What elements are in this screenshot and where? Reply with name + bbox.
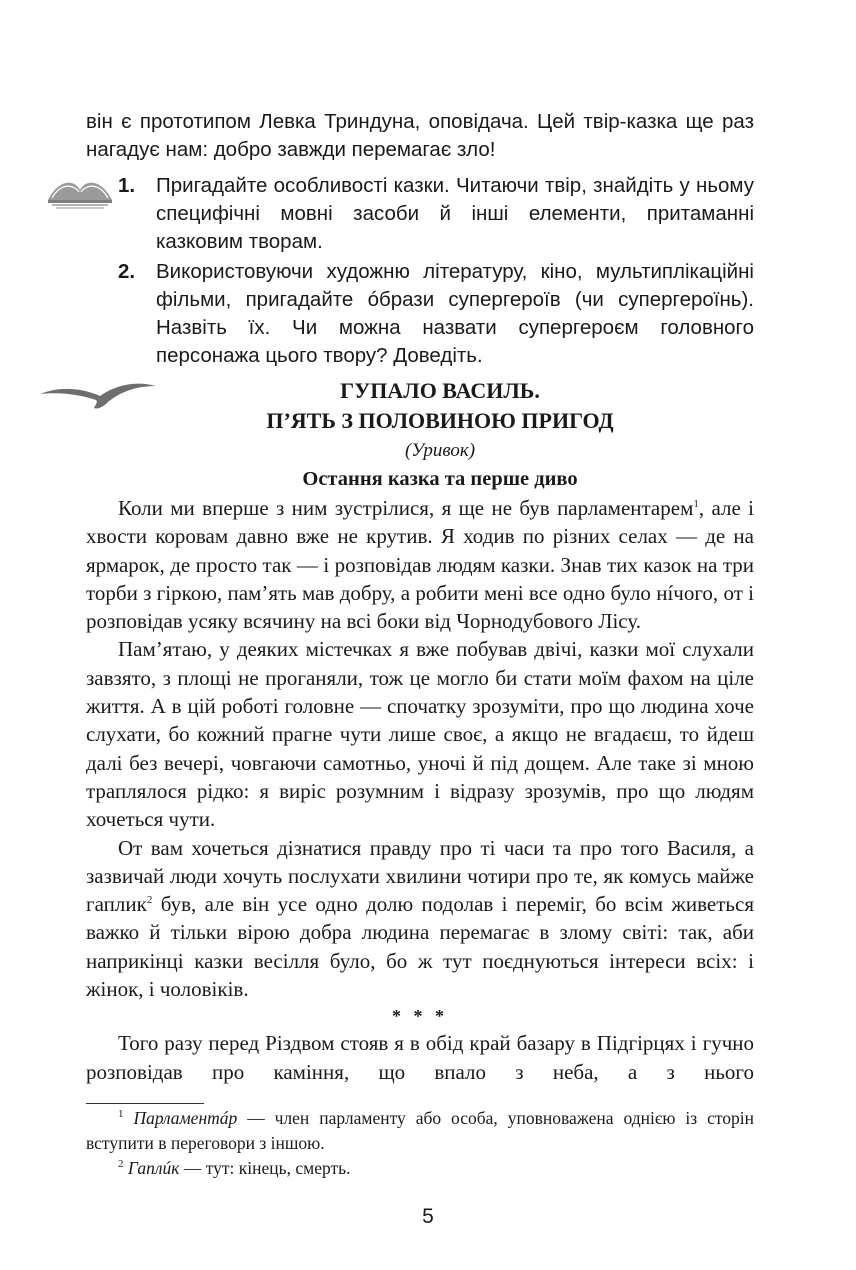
section-separator: * * * [392, 1006, 448, 1027]
open-book-icon [44, 170, 116, 212]
paragraph-text: Коли ми вперше з ним зустрілися, я ще не був парламентарем [118, 496, 694, 520]
intro-text: він є прототипом Левка Триндуна, оповідача. Цей твір-казка ще раз нагадує нам: добро завжди перемагає зло! [86, 110, 754, 161]
footnote-mark: 1 [693, 498, 699, 510]
questions-list [118, 172, 754, 372]
paragraph-text: От вам хочеться дізнатися правду про ті часи та про того Василя, а зазвичай люди хочуть послухати хвилини чотири про те, як комусь майже гаплик [86, 835, 754, 917]
footnote-number: 2 [118, 1158, 124, 1171]
question-item [118, 172, 754, 256]
work-title-line2: П’ЯТЬ З ПОЛОВИНОЮ ПРИГОД [266, 408, 614, 433]
paragraph-text: був, але він усе одно долю подолав і переміг, бо всім живеться важко й тільки вірою добра людина перемагає в злому світі: так, аби наприкінці казки весілля було, бо ж тут поєднуються інтереси всіх: і жінок, і чоловіків. [86, 892, 754, 1002]
question-number: 1. [118, 174, 136, 197]
footnote-definition: — тут: кінець, смерть. [179, 1158, 351, 1178]
footnote-number: 1 [118, 1108, 124, 1121]
story-text [86, 494, 754, 1086]
story-paragraph: Пам’ятаю, у деяких містечках я вже побував двічі, казки мої слухали завзято, з площі не проганяли, тож це могло би стати моїм фахом на ціле життя. А в цій роботі головне — спочатку зрозуміти, про що людина хоче слухати, бо кожний прагне чути лише своє, а якщо не вгадаєш, то йдеш далі без вечері, човгаючи самотньо, уночі й під дощем. Але таке зі мною траплялося рідко: я виріс розумним і відразу зрозумів, про що людям хочеться чути. [86, 637, 754, 832]
footnote [86, 1106, 754, 1156]
work-title-line1: ГУПАЛО ВАСИЛЬ. [340, 378, 540, 403]
paragraph-text: , але і хвости коровам давно вже не крутив. Я ходив по різних селах — де на ярмарок, де просто так — і розповідав людям казки. Знав тих казок на три торби з гіркою, пам’ять мав добру, а робити мені все одно було нíчого, от і розповідав усяку всячину на всі боки від Чорнодубового Лісу. [86, 496, 755, 634]
footnote-divider [86, 1103, 204, 1104]
question-text: Використовуючи художню літературу, кіно, мультиплікаційні фільми, пригадайте óбрази супергероїв (чи супергероїнь). Назвіть їх. Чи можна назвати супергероєм головного персонажа цього твору? Доведіть. [156, 260, 754, 367]
footnote-definition: — член парламенту або особа, уповноважена однією із сторін вступити в переговори з іншою. [86, 1108, 754, 1153]
footnotes [86, 1106, 754, 1181]
work-subtitle: (Уривок) [404, 440, 476, 461]
story-paragraph [86, 834, 754, 1004]
chapter-title: Остання казка та перше диво [302, 468, 578, 490]
question-text: Пригадайте особливості казки. Читаючи твір, знайдіть у ньому специфічні мовні засоби й інші елементи, притаманні казковим творам. [156, 174, 754, 253]
story-paragraph [86, 494, 754, 635]
footnote [86, 1156, 754, 1181]
question-number: 2. [118, 260, 136, 283]
footnote-term: Парламентáр [133, 1108, 238, 1128]
work-title [140, 376, 740, 436]
footnote-term: Гаплúк [127, 1158, 180, 1178]
story-paragraph: Того разу перед Різдвом стояв я в обід край базару в Підгірцях і гучно розповідав про каміння, що впало з неба, а з нього [86, 1031, 754, 1084]
intro-paragraph [86, 108, 754, 164]
footnote-mark: 2 [146, 894, 153, 907]
question-item [118, 258, 754, 370]
page-number: 5 [422, 1205, 434, 1228]
